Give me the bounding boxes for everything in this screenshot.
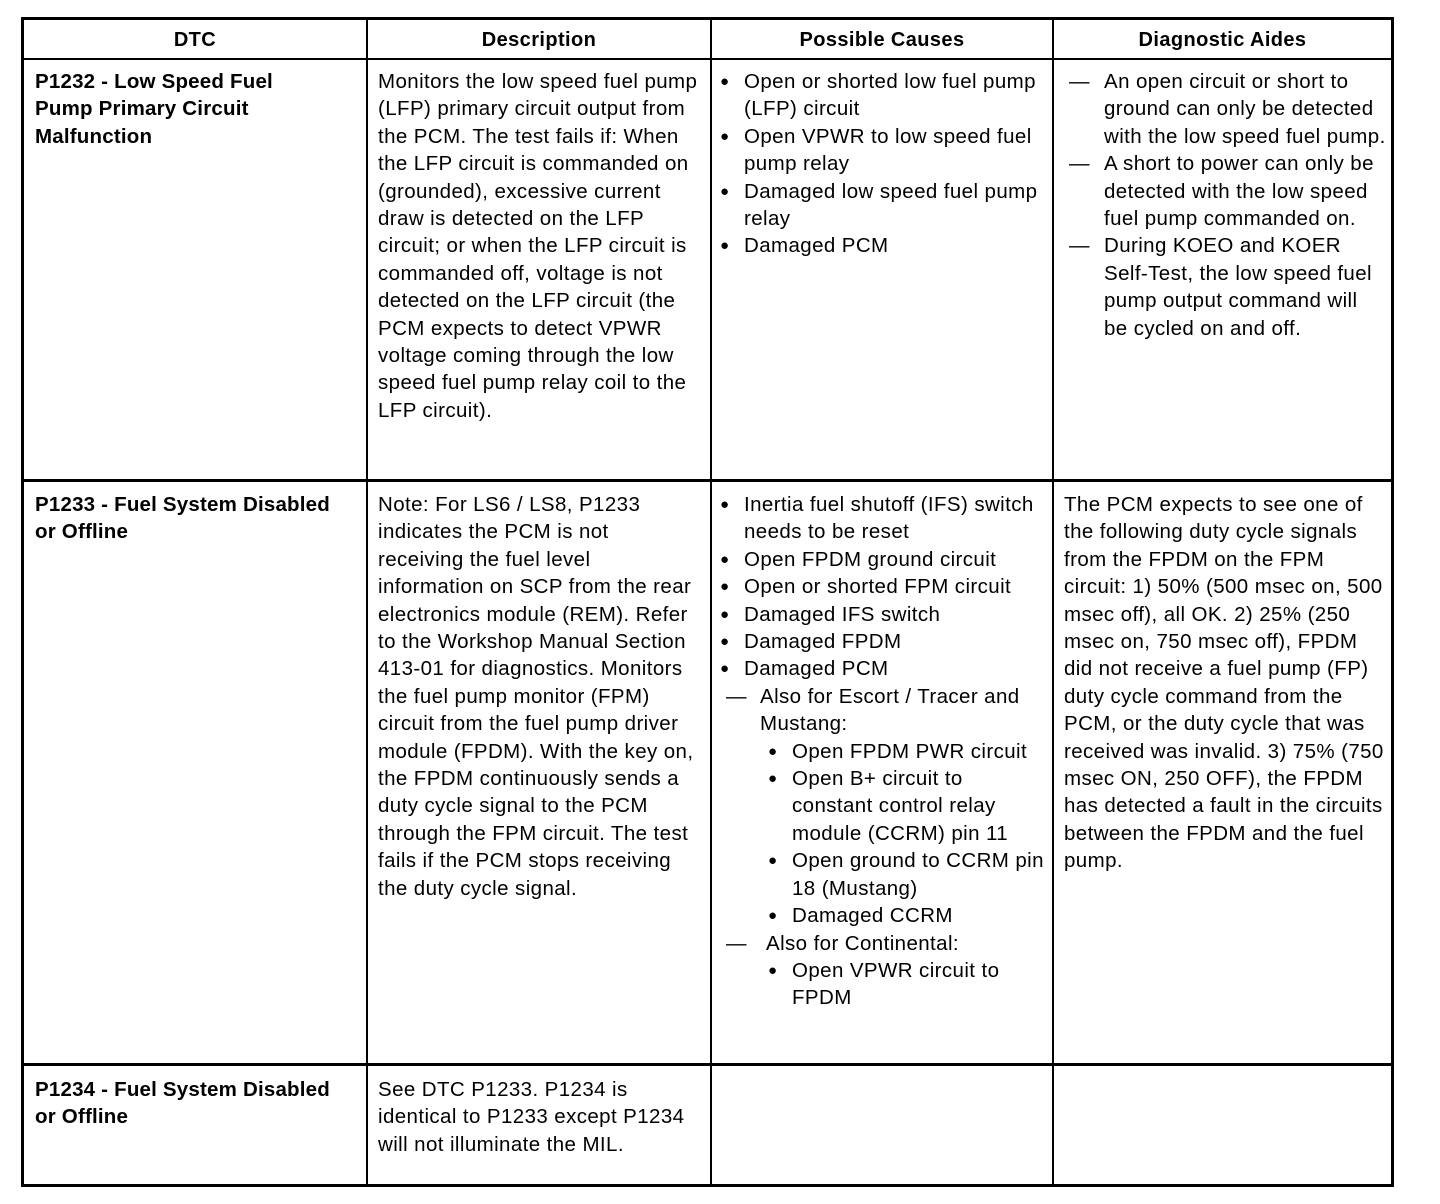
aide-item: — A short to power can only be detected with the low speed fuel pump commanded on. [1069, 150, 1387, 232]
cause-item: ● Inertia fuel shutoff (IFS) switch needs to be reset [720, 491, 1048, 546]
col-divider-2 [710, 20, 712, 1184]
cause-subitem: ● Open ground to CCRM pin 18 (Mustang) [726, 847, 1048, 902]
row1-dtc: P1232 - Low Speed Fuel Pump Primary Circuit Malfunction [35, 70, 273, 148]
row-divider-1 [24, 479, 1391, 482]
row1-aides [1069, 68, 1387, 342]
header-description: Description [481, 28, 597, 51]
row3-dtc: P1234 - Fuel System Disabled or Offline [35, 1078, 331, 1129]
row2-aides: The PCM expects to see one of the following duty cycle signals from the FPDM on the FPM circuit: 1) 50% (500 msec on, 500 msec off), all OK. 2) 25% (250 msec on, 750 msec off), FPDM did not receive a fuel pump (FP) duty cycle command from the PCM, or the duty cycle that was received was invalid. 3) 75% (750 msec ON, 250 OFF), the FPDM has detected a fault in the circuits between the FPDM and the fuel pump. [1064, 493, 1384, 873]
cause-group-heading: — Also for Escort / Tracer and Mustang: [726, 683, 1048, 738]
cause-subitem: ● Open B+ circuit to constant control relay module (CCRM) pin 11 [726, 765, 1048, 847]
col-divider-1 [366, 20, 368, 1184]
col-divider-3 [1052, 20, 1054, 1184]
row1-description: Monitors the low speed fuel pump (LFP) primary circuit output from the PCM. The test fails if: When the LFP circuit is commanded on (grounded), excessive current draw is detected on the LFP circuit; or when the LFP circuit is commanded off, voltage is not detected on the LFP circuit (the PCM expects to detect VPWR voltage coming through the low speed fuel pump relay coil to the LFP circuit). [378, 70, 698, 422]
cause-subitem: ● Damaged CCRM [726, 902, 1048, 929]
cause-item: ● Open FPDM ground circuit [720, 546, 1048, 573]
cause-subitem: ● Open VPWR circuit to FPDM [726, 957, 1048, 1012]
cause-item: ● Open or shorted FPM circuit [720, 573, 1048, 600]
row-divider-2 [24, 1063, 1391, 1066]
row2-causes [720, 491, 1048, 1012]
cause-item: ● Damaged IFS switch [720, 601, 1048, 628]
header-possible-causes: Possible Causes [799, 28, 965, 51]
cause-subitem: ● Open FPDM PWR circuit [726, 738, 1048, 765]
cause-item: ● Damaged PCM [720, 655, 1048, 682]
cause-item: ● Open or shorted low fuel pump (LFP) circuit [720, 68, 1042, 123]
cause-group-heading: — Also for Continental: [726, 930, 1048, 957]
header-diagnostic-aides: Diagnostic Aides [1138, 28, 1307, 51]
row2-description: Note: For LS6 / LS8, P1233 indicates the PCM is not receiving the fuel level information on SCP from the rear electronics module (REM). Refer to the Workshop Manual Section 413-01 for diagnostics. Monitors the fuel pump monitor (FPM) circuit from the fuel pump driver module (FPDM). With the key on, the FPDM continuously sends a duty cycle signal to the PCM through the FPM circuit. The test fails if the PCM stops receiving the duty cycle signal. [378, 493, 694, 900]
row1-causes [720, 68, 1042, 260]
cause-item: ● Damaged low speed fuel pump relay [720, 178, 1042, 233]
aide-item: — During KOEO and KOER Self-Test, the low speed fuel pump output command will be cycled on and off. [1069, 232, 1387, 342]
header-dtc: DTC [173, 28, 217, 51]
row3-description: See DTC P1233. P1234 is identical to P1233 except P1234 will not illuminate the MIL. [378, 1078, 685, 1156]
cause-item: ● Damaged PCM [720, 232, 1042, 259]
row2-dtc: P1233 - Fuel System Disabled or Offline [35, 493, 331, 544]
cause-item: ● Damaged FPDM [720, 628, 1048, 655]
aide-item: — An open circuit or short to ground can only be detected with the low speed fuel pump. [1069, 68, 1387, 150]
dtc-table [21, 17, 1394, 1187]
cause-item: ● Open VPWR to low speed fuel pump relay [720, 123, 1042, 178]
